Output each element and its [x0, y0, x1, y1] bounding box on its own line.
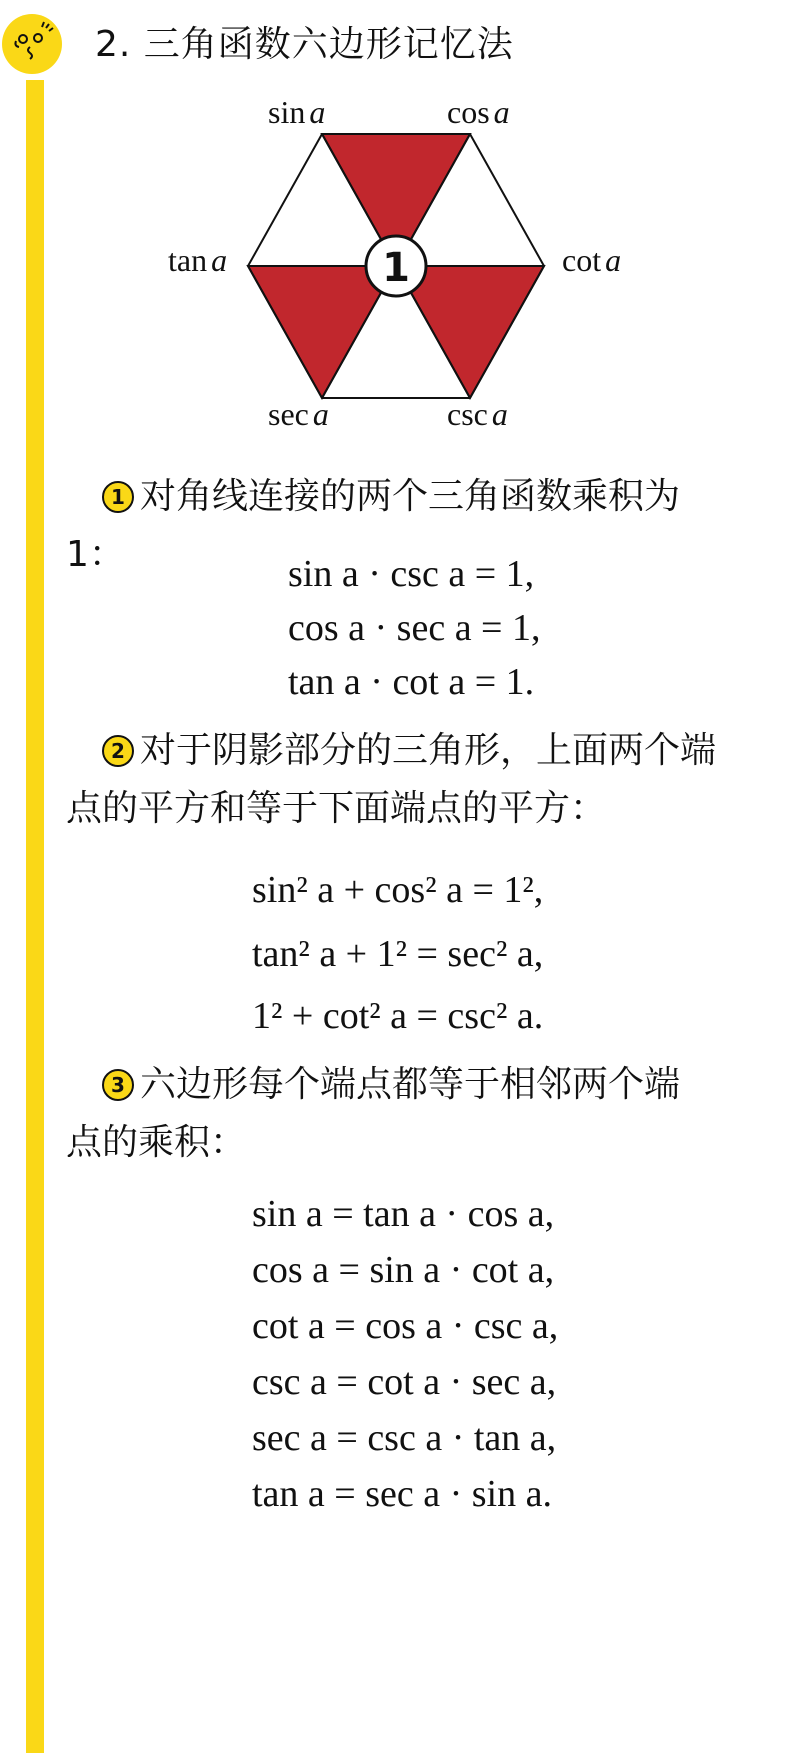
rule3-formula-1: sin a = tan a · cos a,: [252, 1193, 555, 1235]
rule1-marker: 1: [102, 481, 134, 513]
rule1-formula-1: sin a · csc a = 1,: [288, 553, 535, 595]
rule2-formula-2: tan² a + 1² = sec² a,: [252, 933, 544, 975]
rule3-formula-4: csc a = cot a · sec a,: [252, 1361, 557, 1403]
rule1-formula-3: tan a · cot a = 1.: [288, 661, 535, 703]
emoji-face-icon: [2, 14, 62, 74]
rule3-formula-6: tan a = sec a · sin a.: [252, 1473, 552, 1515]
vertex-label-tan: tan a: [168, 242, 228, 278]
rule3-formula-5: sec a = csc a · tan a,: [252, 1417, 557, 1459]
side-accent-bar: [26, 80, 44, 1753]
rule2-text: 2 对于阴影部分的三角形，上面两个端 点的平方和等于下面端点的平方：: [66, 730, 717, 829]
rule3-text: 3 六边形每个端点都等于相邻两个端 点的乘积：: [66, 1064, 681, 1163]
page-title: 2. 三角函数六边形记忆法: [95, 24, 514, 65]
rule2-formula-3: 1² + cot² a = csc² a.: [252, 995, 544, 1037]
vertex-label-sin: sin a: [268, 94, 326, 130]
rule3-formula-2: cos a = sin a · cot a,: [252, 1249, 555, 1291]
vertex-label-sec: sec a: [268, 396, 329, 432]
rule2-marker: 2: [102, 735, 134, 767]
rule3-formula-3: cot a = cos a · csc a,: [252, 1305, 559, 1347]
rule1-formula-2: cos a · sec a = 1,: [288, 607, 541, 649]
vertex-label-csc: csc a: [447, 396, 508, 432]
vertex-label-cot: cot a: [562, 242, 622, 278]
center-label: 1: [382, 245, 410, 291]
rule1-text: 1 对角线连接的两个三角函数乘积为 1：: [66, 476, 681, 575]
rule2-formula-1: sin² a + cos² a = 1²,: [252, 869, 544, 911]
rule3-marker: 3: [102, 1069, 134, 1101]
vertex-label-cos: cos a: [447, 94, 510, 130]
